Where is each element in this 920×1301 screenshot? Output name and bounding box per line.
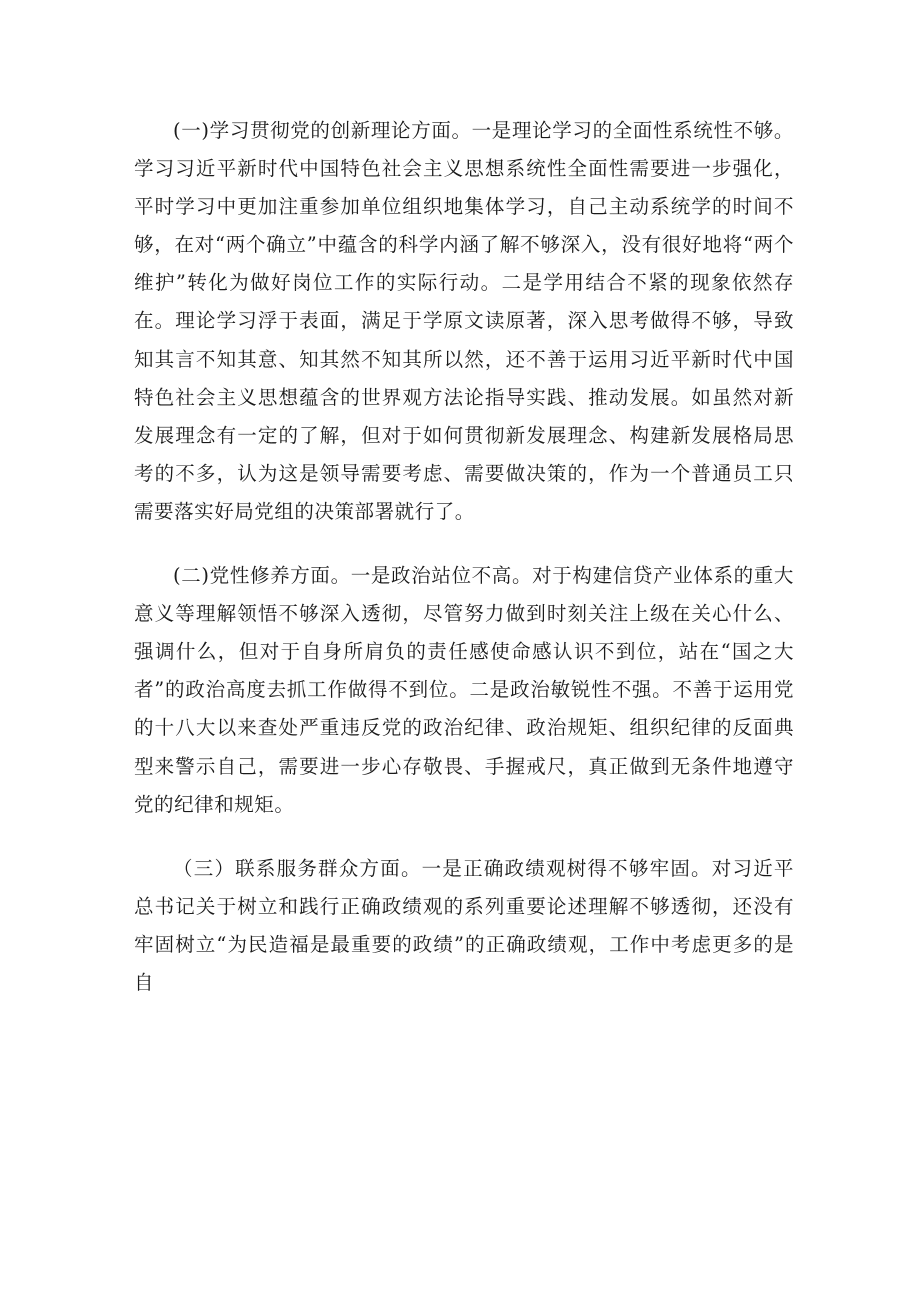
paragraph-party-cultivation: (二)党性修养方面。一是政治站位不高。对于构建信贷产业体系的重大意义等理解领悟不够深入透彻，尽管努力做到时刻关注上级在关心什么、强调什么，但对于自身所肩负的责任感使命感认识不到位，站在“国之大者”的政治高度去抓工作做得不到位。二是政治敏锐性不强。不善于运用党的十八大以来查处严重违反党的政治纪律、政治规矩、组织纪律的反面典型来警示自己，需要进一步心存敬畏、手握戒尺，真正做到无条件地遵守党的纪律和规矩。 <box>134 564 794 816</box>
paragraph-serving-masses: （三）联系服务群众方面。一是正确政绩观树得不够牢固。对习近平总书记关于树立和践行正确政绩观的系列重要论述理解不够透彻，还没有牢固树立“为民造福是最重要的政绩”的正确政绩观，工作中考虑更多的是自 <box>134 856 794 994</box>
document-body <box>134 112 794 1002</box>
paragraph-study-theory: (一)学习贯彻党的创新理论方面。一是理论学习的全面性系统性不够。学习习近平新时代中国特色社会主义思想系统性全面性需要进一步强化，平时学习中更加注重参加单位组织地集体学习，自己主动系统学的时间不够，在对“两个确立”中蕴含的科学内涵了解不够深入，没有很好地将“两个维护”转化为做好岗位工作的实际行动。二是学用结合不紧的现象依然存在。理论学习浮于表面，满足于学原文读原著，深入思考做得不够，导致知其言不知其意、知其然不知其所以然，还不善于运用习近平新时代中国特色社会主义思想蕴含的世界观方法论指导实践、推动发展。如虽然对新发展理念有一定的了解，但对于如何贯彻新发展理念、构建新发展格局思考的不多，认为这是领导需要考虑、需要做决策的，作为一个普通员工只需要落实好局党组的决策部署就行了。 <box>134 119 794 523</box>
